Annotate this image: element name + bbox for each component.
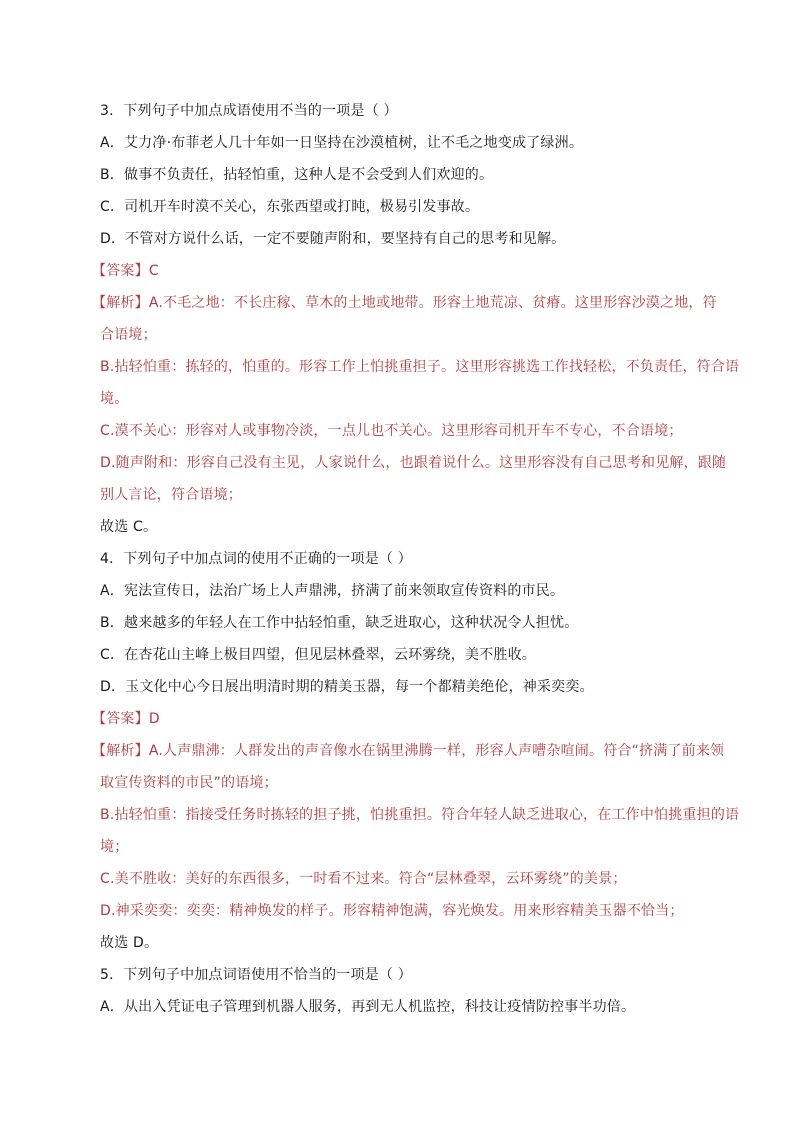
- question-4-analysis-line-3: B.拈轻怕重：指接受任务时拣轻的担子挑，怕挑重担。符合年轻人缺乏进取心，在工作中怕挑重担的语: [100, 807, 740, 823]
- question-5-option-a: A．从出入凭证电子管理到机器人服务，再到无人机监控，科技让疫情防控事半功倍。: [100, 999, 636, 1015]
- question-4-analysis-line-6: D.神采奕奕：奕奕：精神焕发的样子。形容精神饱满，容光焕发。用来形容精美玉器不恰当；: [100, 903, 684, 919]
- question-3-analysis-line-3: B.拈轻怕重：拣轻的，怕重的。形容工作上怕挑重担子。这里形容挑选工作找轻松，不负责任，符合语: [100, 359, 740, 375]
- question-3-option-c: C．司机开车时漠不关心，东张西望或打盹，极易引发事故。: [100, 199, 480, 215]
- question-4-option-c: C．在杏花山主峰上极目四望，但见层林叠翠，云环雾绕，美不胜收。: [100, 647, 536, 663]
- question-4-conclusion: 故选 D。: [100, 935, 159, 951]
- question-3-answer: [92, 261, 159, 281]
- answer-value: D: [148, 711, 160, 727]
- question-4-stem: 4．下列句子中加点词的使用不正确的一项是（ ）: [100, 551, 412, 567]
- question-3-option-a: A．艾力净·布菲老人几十年如一日坚持在沙漠植树，让不毛之地变成了绿洲。: [100, 135, 584, 151]
- answer-label: 【答案】: [92, 711, 149, 727]
- question-4-option-a: A．宪法宣传日，法治广场上人声鼎沸，挤满了前来领取宣传资料的市民。: [100, 583, 565, 599]
- question-3-analysis-line-5: C.漠不关心：形容对人或事物冷淡，一点儿也不关心。这里形容司机开车不专心，不合语境；: [100, 423, 683, 439]
- question-4-option-b: B．越来越多的年轻人在工作中拈轻怕重，缺乏进取心，这种状况令人担忧。: [100, 615, 579, 631]
- question-3-stem: 3．下列句子中加点成语使用不当的一项是（ ）: [100, 103, 398, 119]
- question-3-analysis-line-4: 境。: [100, 391, 129, 407]
- question-4-analysis-line-1: 【解析】A.人声鼎沸：人群发出的声音像水在锅里沸腾一样，形容人声嘈杂喧闹。符合“挤满了前来领: [92, 743, 725, 759]
- question-3-analysis-line-6: D.随声附和：形容自己没有主见，人家说什么，也跟着说什么。这里形容没有自己思考和见解，跟随: [100, 455, 727, 471]
- answer-value: C: [148, 263, 159, 279]
- question-5-stem: 5．下列句子中加点词语使用不恰当的一项是（ ）: [100, 967, 412, 983]
- question-3-analysis-line-2: 合语境；: [100, 327, 157, 343]
- analysis-label: 【解析】: [92, 743, 149, 759]
- question-4-analysis-line-4: 境；: [100, 839, 129, 855]
- question-3-option-b: B．做事不负责任，拈轻怕重，这种人是不会受到人们欢迎的。: [100, 167, 494, 183]
- analysis-label: 【解析】: [92, 295, 149, 311]
- answer-label: 【答案】: [92, 263, 149, 279]
- question-3-analysis-line-7: 别人言论，符合语境；: [100, 487, 242, 503]
- question-4-analysis-line-2: 取宣传资料的市民”的语境；: [100, 775, 278, 791]
- question-3-conclusion: 故选 C。: [100, 519, 158, 535]
- question-4-answer: [92, 709, 160, 729]
- question-4-option-d: D．玉文化中心今日展出明清时期的精美玉器，每一个都精美绝伦，神采奕奕。: [100, 679, 594, 695]
- question-4-analysis-line-5: C.美不胜收：美好的东西很多，一时看不过来。符合“层林叠翠，云环雾绕”的美景；: [100, 871, 627, 887]
- question-3-option-d: D．不管对方说什么话，一定不要随声附和，要坚持有自己的思考和见解。: [100, 231, 566, 247]
- question-3-analysis-line-1: 【解析】A.不毛之地：不长庄稼、草木的土地或地带。形容土地荒凉、贫瘠。这里形容沙漠之地，符: [92, 295, 717, 311]
